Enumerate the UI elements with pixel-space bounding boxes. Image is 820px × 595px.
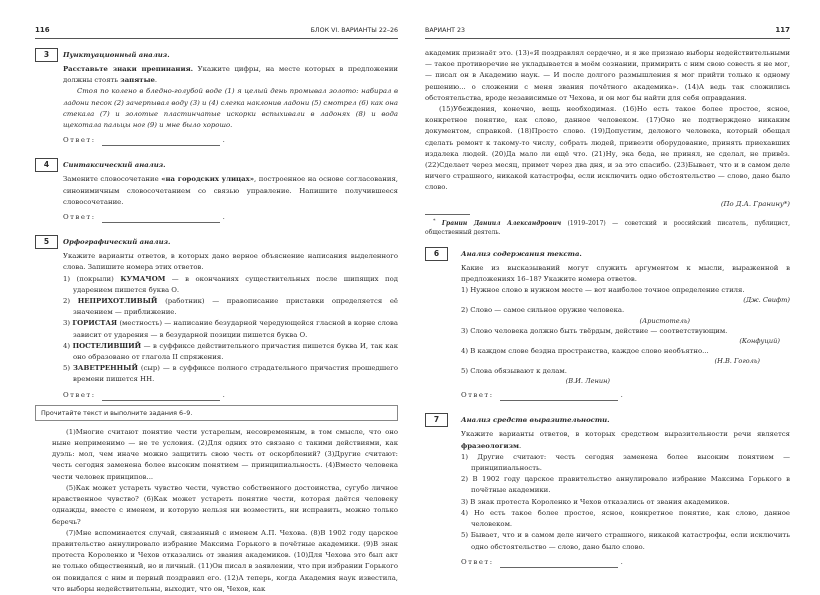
footnote: * Гранин Даниил Александрович (1919–2017) — советский и российский писатель, публицист, общественный деятель. — [425, 217, 790, 236]
option-n: 4) — [63, 341, 73, 350]
option-n: 3) — [63, 319, 73, 328]
task-instruction: Замените словосочетание «на городских улицах», построенное на основе согласования, синонимичным словосочетанием со связью управление. Напишите получившееся словосочетание. — [63, 175, 398, 206]
task-3 — [35, 48, 398, 146]
text-paragraph: (15)Убеждения, конечно, вещь необходимая. (16)Но есть такое более простое, ясное, конкретное понятие, как слово, данное человеком. (17)Оно не подтверждено никаким документом, справкой. (18)Просто слово. (19)Допустим, делового человека, который обещал сделать ремонт к такому-то числу, собрать людей, привезти оборудование, принять приехавших издалека людей. (20)Да мало ли ещё что. (21)Ну, эка беда, не принял, не сделал, не привёз. (22)Сделает через месяц, примет через два дня, и за это спасибо. (23)Бывает, что и в самом деле ничего страшного, никакой катастрофы, если исключить одно обстоятельство — слово, дано было слово. — [425, 105, 790, 192]
page-number: 117 — [775, 25, 790, 34]
answer-field[interactable]: Ответ: . — [461, 390, 790, 401]
answer-field[interactable]: Ответ: . — [63, 135, 398, 146]
right-page — [410, 0, 820, 566]
text-paragraph: академик признаёт это. (13)«Я поздравлял сердечно, и я же признаю выборы недействительными — такое противоречие не укладывается в моём сознании, примирить с ним свою совесть я не мог, — писал он в Академию наук. — И после долгого размышления я мог прийти только к одному решению... о сложении с меня звания почётного академика». (14)А ведь так сложились обстоятельства, вроде независимые от Чехова, и он мог бы найти для себя оправдания. — [425, 49, 790, 102]
answer-option — [461, 346, 790, 366]
reading-text — [35, 427, 398, 595]
task-6 — [425, 247, 790, 402]
text-paragraph: (7)Мне вспоминается случай, связанный с именем А.П. Чехова. (8)В 1902 году царское правительство аннулировало избрание Максима Горького в почётные академики. (9)В знак протеста Короленко и Чехов отказались от звания академиков. (10)Для Чехова это был акт не только общественный, но и личный. (11)Он писал в заявлении, что при избрании Горького он повидался с ним и первый поздравил его. (12)А теперь, когда Академия наук известила, что выборы недействительны, выходит, что он, Чехов, как — [52, 528, 398, 593]
answer-option: 2) В 1902 году царское правительство аннулировало избрание Максима Горького в почётные академики. — [461, 475, 790, 495]
answer-option — [63, 341, 398, 363]
answer-option — [461, 305, 790, 325]
task-sentence: Стоя по колено в бледно-голубой воде (1) я целый день промывал золото: набирал в ладони песок (2) зачерпывал воду (3) и (4) слегка наклонив ладони (5) смотрел (6) как она стекала (7) и золотые пластинчатые искорки вспыхивали в ладонях (8) и вода щекотала пальцы ног (9) и мне было хорошо. — [63, 87, 399, 130]
task-title: Анализ содержания текста. — [461, 249, 582, 258]
running-head: ВАРИАНТ 23 — [425, 26, 466, 34]
left-page — [0, 0, 410, 593]
option-n: 1) — [63, 274, 77, 283]
text-paragraph: (1)Многие считают понятие чести устарелым, несовременным, в том смысле, что оно ныне неприменимо — не те условия. (2)Для одних это связано с такими действиями, как дуэль: мол, чем иначе можно защитить свою честь от оскорблений? (3)Другие считают: честь сегодня заменена более высоким понятием — принципиальность. (4)Вместо человека чести человек принципов... — [52, 427, 398, 481]
answer-option — [63, 274, 398, 296]
task-instruction: Расставьте знаки препинания. Укажите цифры, на месте которых в предложении должны стоять запятые. — [63, 65, 399, 85]
option-bold: ПОСТЕЛИВШИЙ — [72, 341, 142, 350]
answer-field[interactable]: Ответ: . — [461, 557, 790, 568]
answer-option: 3) В знак протеста Короленко и Чехов отказались от звания академиков. — [461, 497, 730, 506]
task-5 — [35, 235, 398, 401]
answer-field[interactable]: Ответ: . — [63, 390, 398, 401]
option-bold: КУМАЧОМ — [120, 274, 166, 283]
answer-option — [461, 366, 790, 386]
task-4 — [35, 158, 398, 223]
task-title: Синтаксический анализ. — [63, 161, 166, 170]
answer-option — [461, 326, 790, 346]
task-title: Анализ средств выразительности. — [461, 416, 610, 425]
answer-option — [63, 363, 398, 385]
task-number: 6 — [425, 247, 448, 261]
read-prompt: Прочитайте текст и выполните задания 6–9. — [35, 405, 398, 421]
option-text: 4) В каждом слове бездна пространства, каждое слово необъятно... — [461, 346, 709, 355]
page-header — [35, 27, 398, 39]
reading-text — [425, 48, 790, 237]
page-header — [425, 27, 790, 39]
option-text: 3) Слово человека должно быть твёрдым, действие — соответствующим. — [461, 326, 728, 335]
option-rest: (сыр) — в суффиксе полного страдательного причастия прошедшего времени пишется НН. — [73, 364, 398, 384]
text-paragraph: (5)Как может устареть чувство чести, чувство собственного достоинства, сугубо личное нравственное чувство? (6)Как может устареть понятие чести, которая даётся человеку однажды, вместе с именем, и которую нельзя ни возместить, ни исправить, можно только беречь? — [52, 483, 398, 526]
answer-option — [461, 285, 790, 305]
option-author: (Аристотель) — [639, 316, 690, 325]
option-bold: ГОРИСТАЯ — [72, 319, 118, 328]
answer-option — [63, 296, 398, 318]
task-number: 3 — [35, 48, 58, 62]
option-text: 2) Слово — самое сильное оружие человека. — [461, 306, 625, 315]
answer-field[interactable]: Ответ: . — [63, 212, 398, 223]
footnote-divider — [425, 214, 470, 215]
option-author: (В.И. Ленин) — [565, 377, 610, 386]
page-number: 116 — [35, 25, 50, 34]
running-head: БЛОК VI. ВАРИАНТЫ 22–26 — [310, 26, 398, 34]
option-author: (Н.В. Гоголь) — [714, 357, 760, 366]
answer-option: 4) Но есть такое более простое, ясное, конкретное понятие, как слово, данное человеком. — [461, 508, 790, 529]
option-rest: (местность) — написание безударной чередующейся гласной в корне слова зависит от ударения — в безударной позиции пишется буква О. — [73, 319, 398, 339]
task-number: 4 — [35, 158, 58, 172]
task-instruction: Какие из высказываний могут служить аргументом к мысли, выраженной в предложениях 16–18? Укажите номера ответов. — [461, 263, 790, 284]
task-number: 7 — [425, 413, 448, 427]
task-number: 5 — [35, 235, 58, 249]
task-instruction: Укажите варианты ответов, в которых дано верное объяснение написания выделенного слова. Запишите номера этих ответов. — [63, 252, 398, 272]
task-instruction: Укажите варианты ответов, в которых средством выразительности речи является фразеологизм. — [461, 430, 790, 450]
option-pre: (покрыли) — [76, 274, 121, 283]
answer-option: 1) Другие считают: честь сегодня заменена более высоким понятием — принципиальность. — [461, 452, 790, 473]
task-7 — [425, 413, 790, 567]
option-author: (Дж. Свифт) — [743, 296, 790, 305]
option-author: (Конфуций) — [739, 336, 780, 345]
option-rest: — в суффиксе действительного причастия пишется буква И, так как оно образовано от глагола II спряжения. — [73, 341, 398, 362]
answer-option: 5) Бывает, что и в самом деле ничего страшного, никакой катастрофы, если исключить одно обстоятельство — слово, дано было слово. — [461, 531, 790, 551]
option-n: 2) — [63, 297, 78, 306]
option-bold: НЕПРИХОТЛИВЫЙ — [77, 297, 158, 306]
option-bold: ЗАВЕТРЕННЫЙ — [72, 364, 138, 373]
option-n: 5) — [63, 364, 73, 373]
text-source: (По Д.А. Гранину*) — [720, 199, 790, 208]
task-title: Пунктуационный анализ. — [63, 51, 170, 59]
option-rest: — в окончаниях существительных после шипящих под ударением пишется буква О. — [73, 274, 399, 294]
answer-option — [63, 318, 398, 340]
option-rest: (работник) — правописание приставки определяется её значением — приближение. — [73, 297, 399, 317]
option-text: 5) Слова обязывают к делам. — [461, 367, 567, 376]
option-text: 1) Нужное слово в нужном месте — вот наиболее точное определение стиля. — [461, 286, 745, 295]
task-title: Орфографический анализ. — [63, 238, 171, 247]
